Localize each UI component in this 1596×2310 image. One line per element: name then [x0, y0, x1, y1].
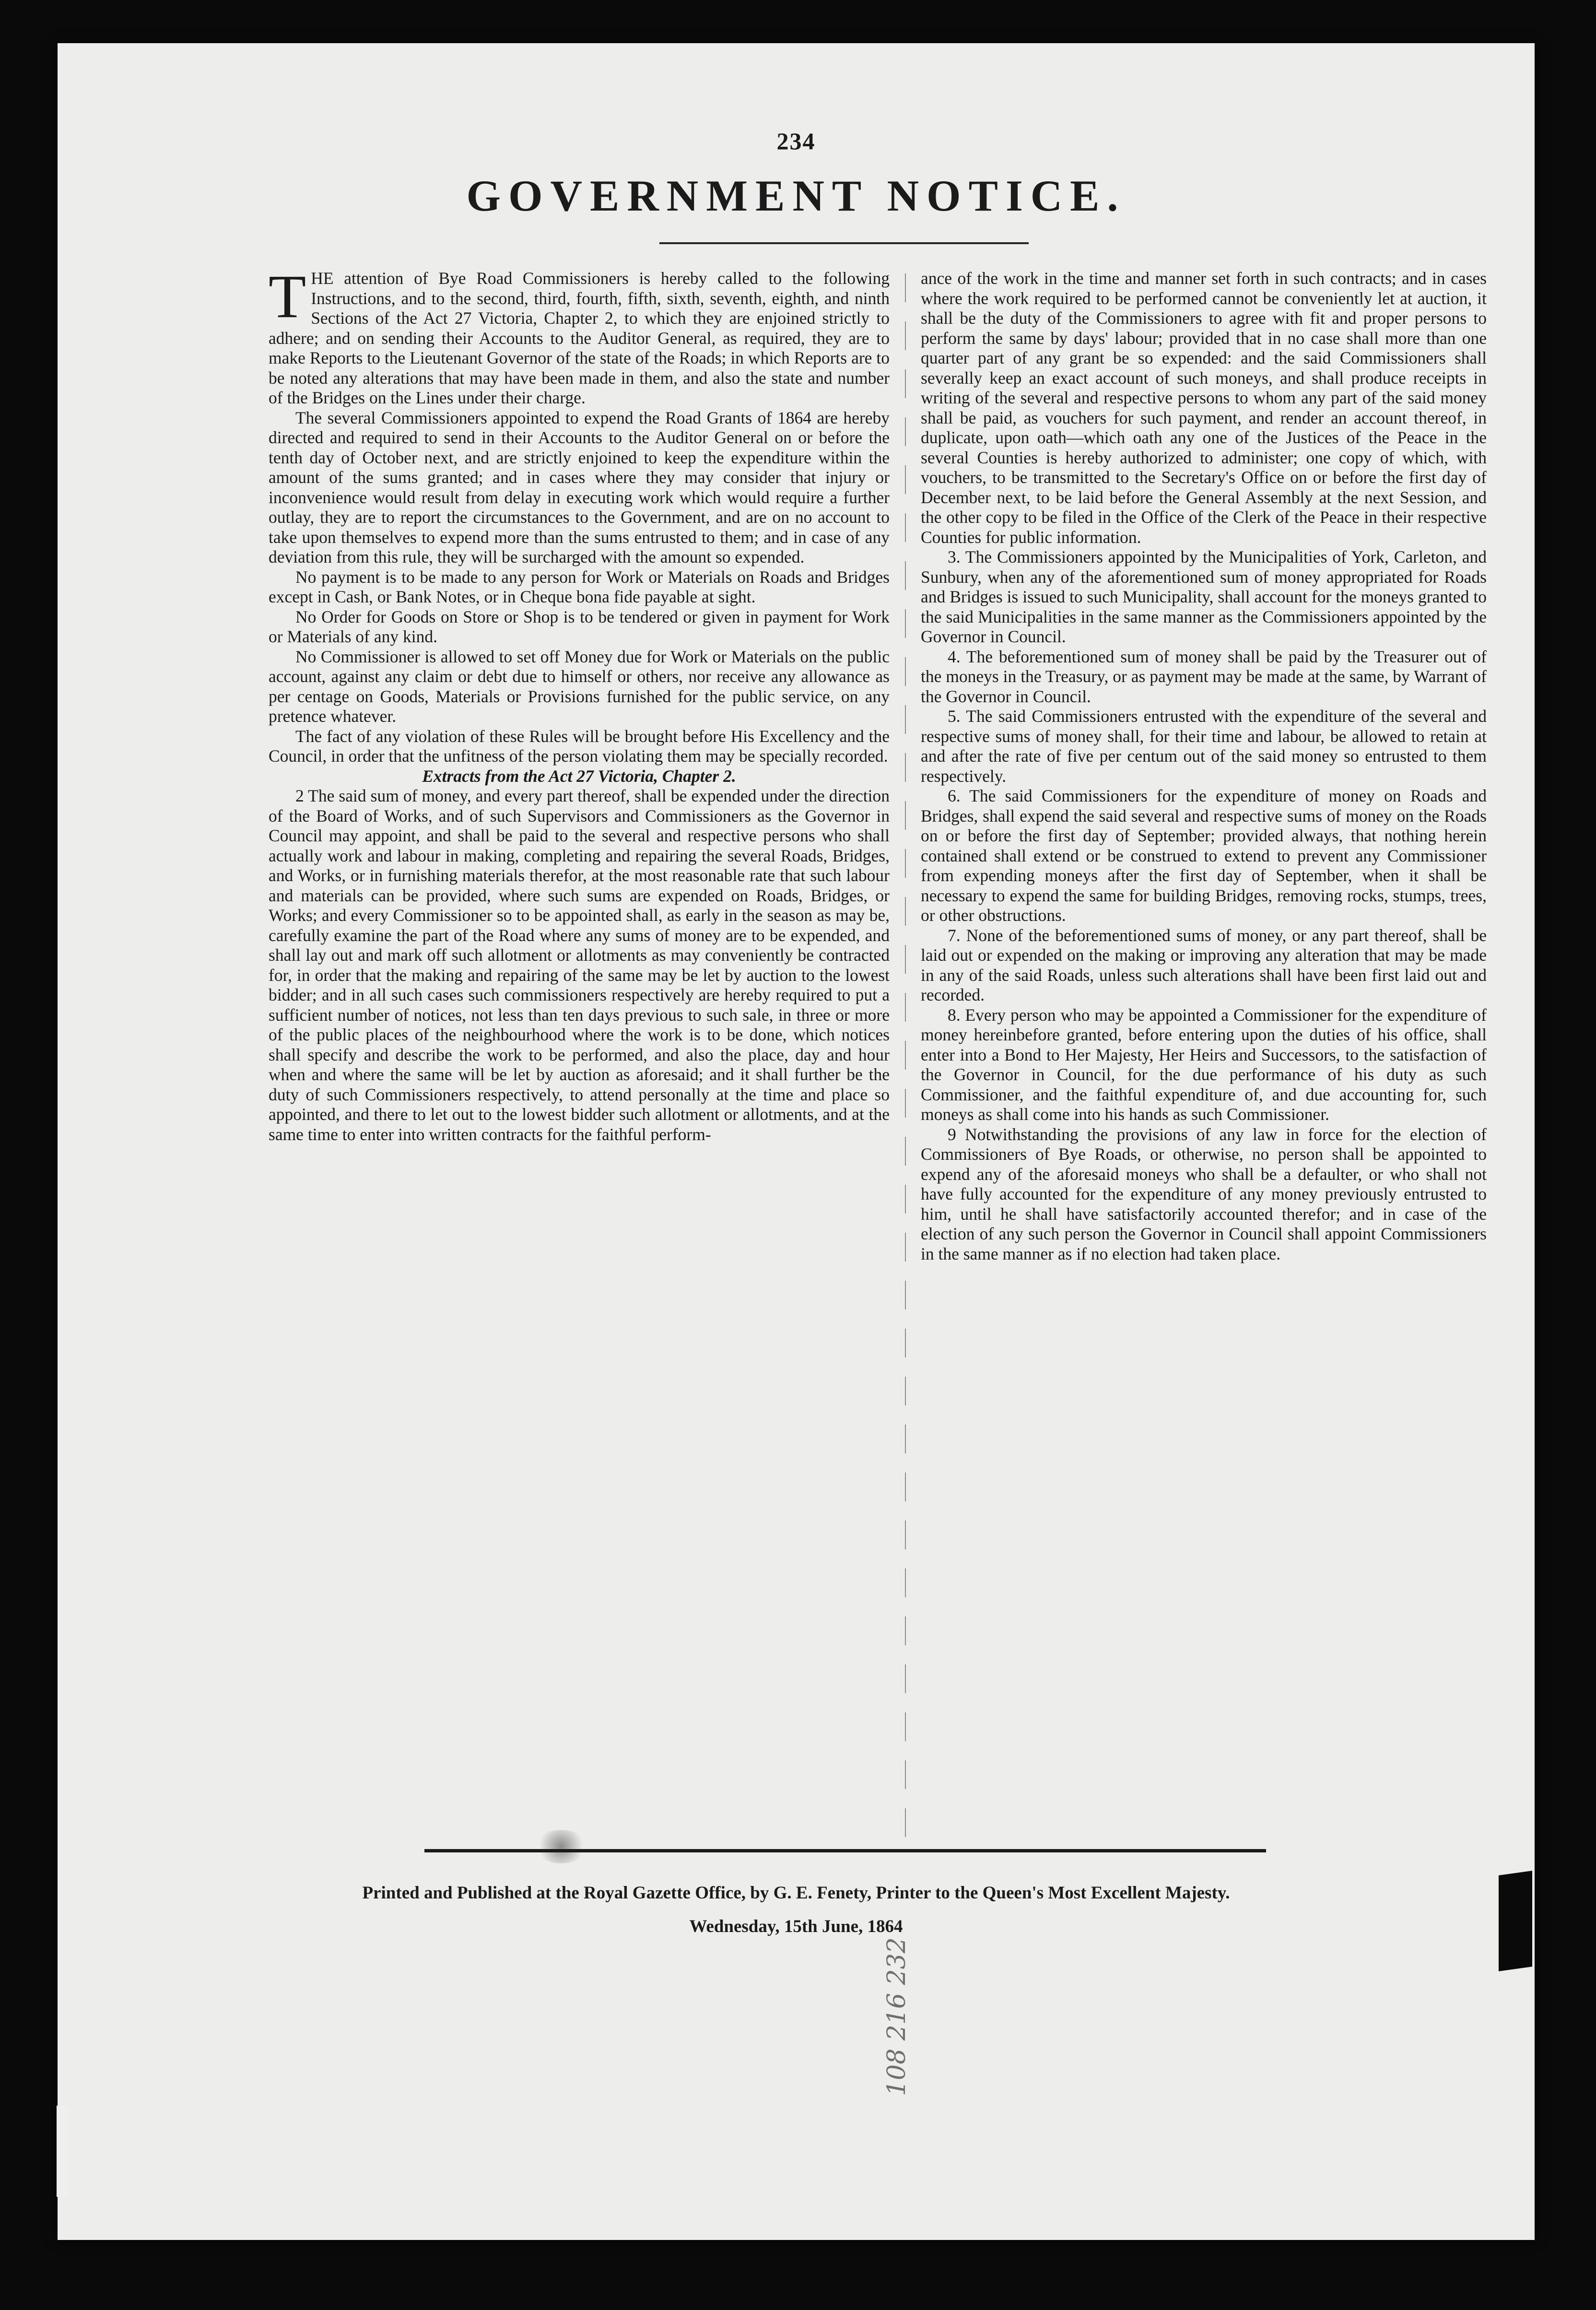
section-3-paragraph: 3. The Commissioners appointed by the Municipalities of York, Carleton, and Sunbury, when any of the aforementioned sum of money appropriated for Roads and Bridges is issued to such Municipality, shall account for the moneys granted to the said Municipalities in the same manner as the Commissioners appointed by the Governor in Council.	[921, 547, 1487, 646]
publication-date: Wednesday, 15th June, 1864	[689, 1917, 903, 1936]
section-5-paragraph: 5. The said Commissioners entrusted with the expenditure of the several and respective sums of money shall, for their time and labour, be allowed to retain at and after the rate of five per centum out of the said money so entrusted to them respectively.	[921, 707, 1487, 786]
intro-paragraph	[269, 269, 890, 408]
instruction-paragraph-1: The several Commissioners appointed to expend the Road Grants of 1864 are hereby directed and required to send in their Accounts to the Auditor General on or before the tenth day of October next, and are strictly enjoined to keep the expenditure within the amount of the sums granted; and in cases where they may consider that injury or inconvenience would result from delay in executing work which would require a further outlay, they are to report the circumstances to the Government, and are on no account to take upon themselves to expend more than the sums entrusted to them; and in case of any deviation from this rule, they will be surcharged with the amount so expended.	[269, 408, 890, 566]
section-2-continued: ance of the work in the time and manner set forth in such contracts; and in cases where the work required to be performed cannot be conveniently let at auction, it shall be the duty of the Commissioners to agree with fit and proper persons to perform the same by days' labour; provided that in no case shall more than one quarter part of any grant be so expended: and the said Commissioners shall severally keep an exact account of such moneys, and shall produce receipts in writing of the several and respective persons to whom any part of the said money shall be paid, as vouchers for such payment, and render an account thereof, in duplicate, upon oath—which oath any one of the Justices of the Peace in the several Counties is hereby authorized to administer; one copy of which, with vouchers, to be transmitted to the Secretary's Office on or before the first day of December next, to be laid before the General Assembly at the next Session, and the other copy to be filed in the Office of the Clerk of the Peace in their respective Counties for public information.	[921, 269, 1487, 547]
title-rule	[659, 242, 1029, 244]
section-9-paragraph: 9 Notwithstanding the provisions of any law in force for the election of Commissioners of Bye Roads, or otherwise, no person shall be appointed to expend any of the aforesaid moneys who shall be a defaulter, or who shall not have fully accounted for the expenditure of any money previously entrusted to him, until he shall have satisfactorily accounted therefor; and in case of the election of any such person the Governor in Council shall appoint Commissioners in the same manner as if no election had taken place.	[921, 1124, 1487, 1263]
footer-rule	[424, 1849, 1266, 1852]
instruction-paragraph-5: The fact of any violation of these Rules will be brought before His Excellency and the Council, in order that the unfitness of the person violating them may be specially recorded.	[269, 726, 890, 766]
ink-blot	[535, 1830, 587, 1863]
document-page	[58, 43, 1535, 2240]
instruction-paragraph-4: No Commissioner is allowed to set off Money due for Work or Materials on the public account, against any claim or debt due to himself or others, nor receive any allowance as per centage on Goods, Materials or Provisions furnished for the public service, on any pretence whatever.	[269, 647, 890, 726]
extracts-heading: Extracts from the Act 27 Victoria, Chapter 2.	[422, 766, 736, 786]
left-column	[269, 269, 890, 1851]
intro-text: HE attention of Bye Road Commissioners is hereby called to the following Instructions, and to the second, third, fourth, fifth, sixth, seventh, eighth, and ninth Sections of the Act 27 Victoria, Chapter 2, to which they are enjoined strictly to adhere; and on sending their Accounts to the Auditor General, as required, they are to make Reports to the Lieutenant Governor of the state of the Roads; in which Reports are to be noted any alterations that may have been made in them, and also the state and number of the Bridges on the Lines under their charge.	[269, 269, 890, 407]
section-6-paragraph: 6. The said Commissioners for the expenditure of money on Roads and Bridges, shall expend the said several and respective sums of money on the Roads on or before the first day of September; provided always, that nothing herein contained shall extend or be construed to extend to prevent any Commissioner from expending moneys after the first day of September, when it shall be necessary to expend the same for building Bridges, removing rocks, stumps, trees, or other obstructions.	[921, 786, 1487, 925]
handwritten-margin-note: 108 216 232	[882, 1937, 911, 2096]
printer-imprint: Printed and Published at the Royal Gazette Office, by G. E. Fenety, Printer to the Queen's Most Excellent Majesty.	[362, 1883, 1230, 1903]
page-tab-right	[1499, 1871, 1532, 1971]
instruction-paragraph-3: No Order for Goods on Store or Shop is to be tendered or given in payment for Work or Materials of any kind.	[269, 607, 890, 646]
section-8-paragraph: 8. Every person who may be appointed a Commissioner for the expenditure of money hereinbefore granted, before entering upon the duties of his office, shall enter into a Bond to Her Majesty, Her Heirs and Successors, to the satisfaction of the Governor in Council, for the due performance of his duty as such Commissioner, and the faithful expenditure of, and due accounting for, such moneys as shall come into his hands as such Commissioner.	[921, 1005, 1487, 1124]
column-divider	[905, 273, 906, 1837]
page-title: GOVERNMENT NOTICE.	[466, 171, 1126, 220]
page-number: 234	[776, 128, 816, 154]
section-4-paragraph: 4. The beforementioned sum of money shall be paid by the Treasurer out of the moneys in the Treasury, or as payment may be made at the same, by Warrant of the Governor in Council.	[921, 647, 1487, 706]
right-column	[921, 269, 1487, 1851]
section-7-paragraph: 7. None of the beforementioned sums of money, or any part thereof, shall be laid out or expended on the making or improving any alteration that may be made in any of the said Roads, unless such alterations shall have been first laid out and recorded.	[921, 925, 1487, 1004]
drop-cap: T	[269, 269, 306, 330]
section-2-paragraph: 2 The said sum of money, and every part thereof, shall be expended under the direction of the Board of Works, and of such Supervisors and Commissioners as the Governor in Council may appoint, and shall be paid to the several and respective persons who shall actually work and labour in making, completing and repairing the several Roads, Bridges, and Works, or in furnishing materials therefor, at the most reasonable rate that such labour and materials can be provided, where such sums are expended on Roads, Bridges, or Works; and every Commissioner so to be appointed shall, as early in the season as may be, carefully examine the part of the Road where any sums of money are to be expended, and shall lay out and mark off such allotment or allotments as may conveniently be contracted for, in order that the making and repairing of the same may be let by auction to the lowest bidder; and in all such cases such commissioners respectively are hereby required to put a sufficient number of notices, not less than ten days previous to such sale, in three or more of the public places of the neighbourhood where the work is to be done, which notices shall specify and describe the work to be performed, and also the place, day and hour when and where the same will be let by auction as aforesaid; and it shall further be the duty of such Commissioners respectively, to attend personally at the time and place so appointed, and there to let out to the lowest bidder such allotment or allotments, and at the same time to enter into written contracts for the faithful perform-	[269, 786, 890, 1144]
instruction-paragraph-2: No payment is to be made to any person for Work or Materials on Roads and Bridges except in Cash, or Bank Notes, or in Cheque bona fide payable at sight.	[269, 567, 890, 606]
page-tab-left	[57, 2106, 67, 2197]
